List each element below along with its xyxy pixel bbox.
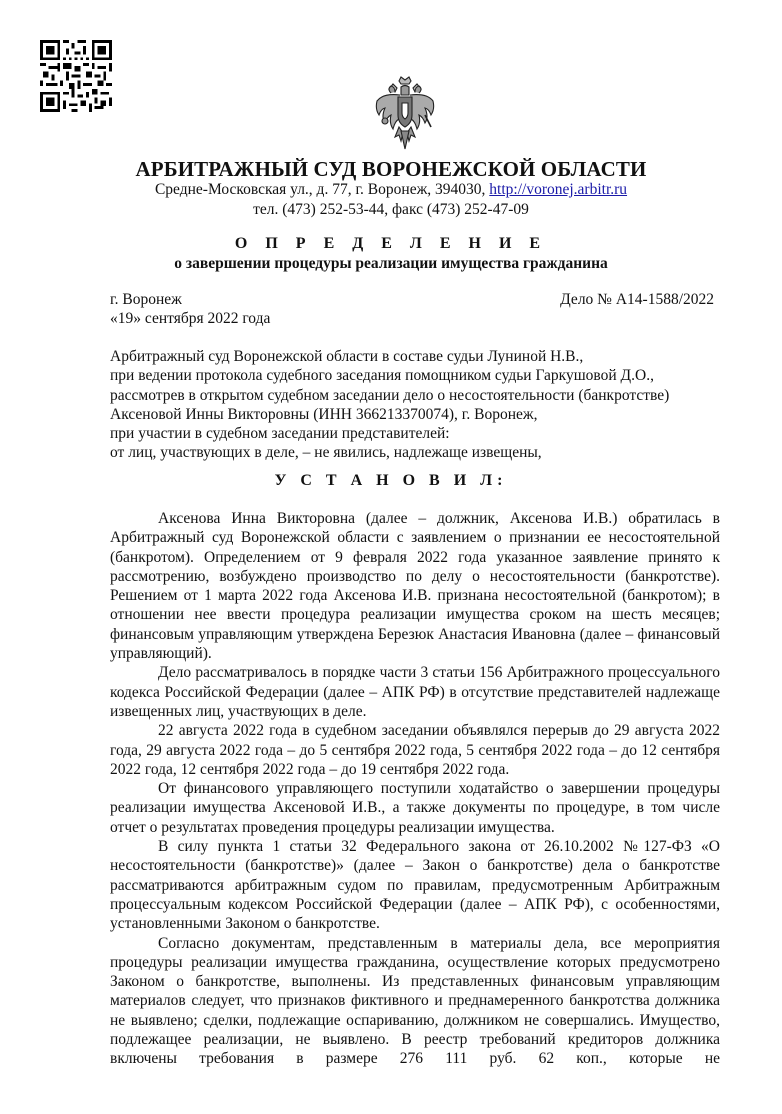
intro-line: при участии в судебном заседании представителей:	[110, 425, 450, 443]
body-paragraph: Согласно документам, представленным в материалы дела, все мероприятия процедуры реализации имущества гражданина, осуществление которых предусмотрено Законом о банкротстве, выполнены. Из представленных финансовым управляющим материалов следует, что признаков фиктивного и преднамеренного банкротства должника не выявлено; сделки, подлежащие оспариванию, должником не совершались. Имущество, подлежащее реализации, не выявлено. В реестр требований кредиторов должника включены требования в размере 276 111 руб. 62 коп., которые не	[110, 934, 720, 1068]
body-paragraph: В силу пункта 1 статьи 32 Федерального закона от 26.10.2002 №127-ФЗ «О несостоятельности (банкротстве)» (далее – Закон о банкротстве) дела о банкротстве рассматриваются арбитражным судом по правилам, предусмотренным Арбитражным процессуальным кодексом Российской Федерации (далее – АПК РФ), с особенностями, установленными Законом о банкротстве.	[110, 838, 720, 933]
document-city: г. Воронеж	[110, 291, 182, 308]
court-phones: тел. (473) 252-53-44, факс (473) 252-47-09	[253, 201, 529, 218]
intro-line: при ведении протокола судебного заседания помощником судьи Гаркушовой Д.О.,	[110, 367, 654, 385]
body-paragraph: Дело рассматривалось в порядке части 3 статьи 156 Арбитражного процессуального кодекса Российской Федерации (далее – АПК РФ) в отсутствие представителей надлежаще извещенных лиц, участвующих в деле.	[110, 664, 720, 720]
qr-code-icon	[40, 40, 112, 112]
document-body	[110, 509, 720, 1069]
intro-block	[110, 347, 720, 463]
body-paragraph: Аксенова Инна Викторовна (далее – должник, Аксенова И.В.) обратилась в Арбитражный суд Воронежской области с заявлением о признании ее несостоятельной (банкротом). Определением от 9 февраля 2022 года указанное заявление принято к рассмотрению, возбуждено производство по делу о несостоятельности (банкротстве). Решением от 1 марта 2022 года Аксенова И.В. признана несостоятельной (банкротом); в отношении нее ввести процедура реализации имущества сроком на шесть месяцев; финансовым управляющим утверждена Березюк Анастасия Ивановна (далее – финансовый управляющий).	[110, 510, 720, 663]
document-subject: о завершении процедуры реализации имущества гражданина	[174, 255, 608, 272]
intro-line: рассмотрев в открытом судебном заседании дело о несостоятельности (банкротстве)	[110, 386, 670, 404]
intro-line: Арбитражный суд Воронежской области в составе судьи Луниной Н.В.,	[110, 348, 584, 365]
document-date: «19» сентября 2022 года	[110, 310, 271, 327]
court-name: АРБИТРАЖНЫЙ СУД ВОРОНЕЖСКОЙ ОБЛАСТИ	[135, 157, 647, 181]
case-number: Дело № А14-1588/2022	[560, 291, 714, 308]
court-address-line	[0, 181, 782, 199]
document-type: О П Р Е Д Е Л Е Н И Е	[234, 235, 548, 252]
body-paragraph: От финансового управляющего поступили ходатайство о завершении процедуры реализации имущества Аксеновой И.В., а также документы по процедуре, в том числе отчет о результатах проведения процедуры реализации имущества.	[110, 780, 720, 836]
intro-line: Аксеновой Инны Викторовны (ИНН 366213370074), г. Воронеж,	[110, 405, 538, 423]
court-address: Средне-Московская ул., д. 77, г. Воронеж, 394030,	[154, 181, 486, 198]
coat-of-arms-icon	[373, 75, 437, 151]
body-paragraph: 22 августа 2022 года в судебном заседании объявлялся перерыв до 29 августа 2022 года, 29 августа 2022 года – до 5 сентября 2022 года, 5 сентября 2022 года – до 12 сентября 2022 года, 12 сентября 2022 года – до 19 сентября 2022 года.	[110, 722, 720, 778]
section-heading: У С Т А Н О В И Л:	[274, 472, 508, 489]
intro-line: от лиц, участвующих в деле, – не явились, надлежаще извещены,	[110, 444, 542, 462]
court-website-link[interactable]: http://voronej.arbitr.ru	[489, 181, 628, 198]
